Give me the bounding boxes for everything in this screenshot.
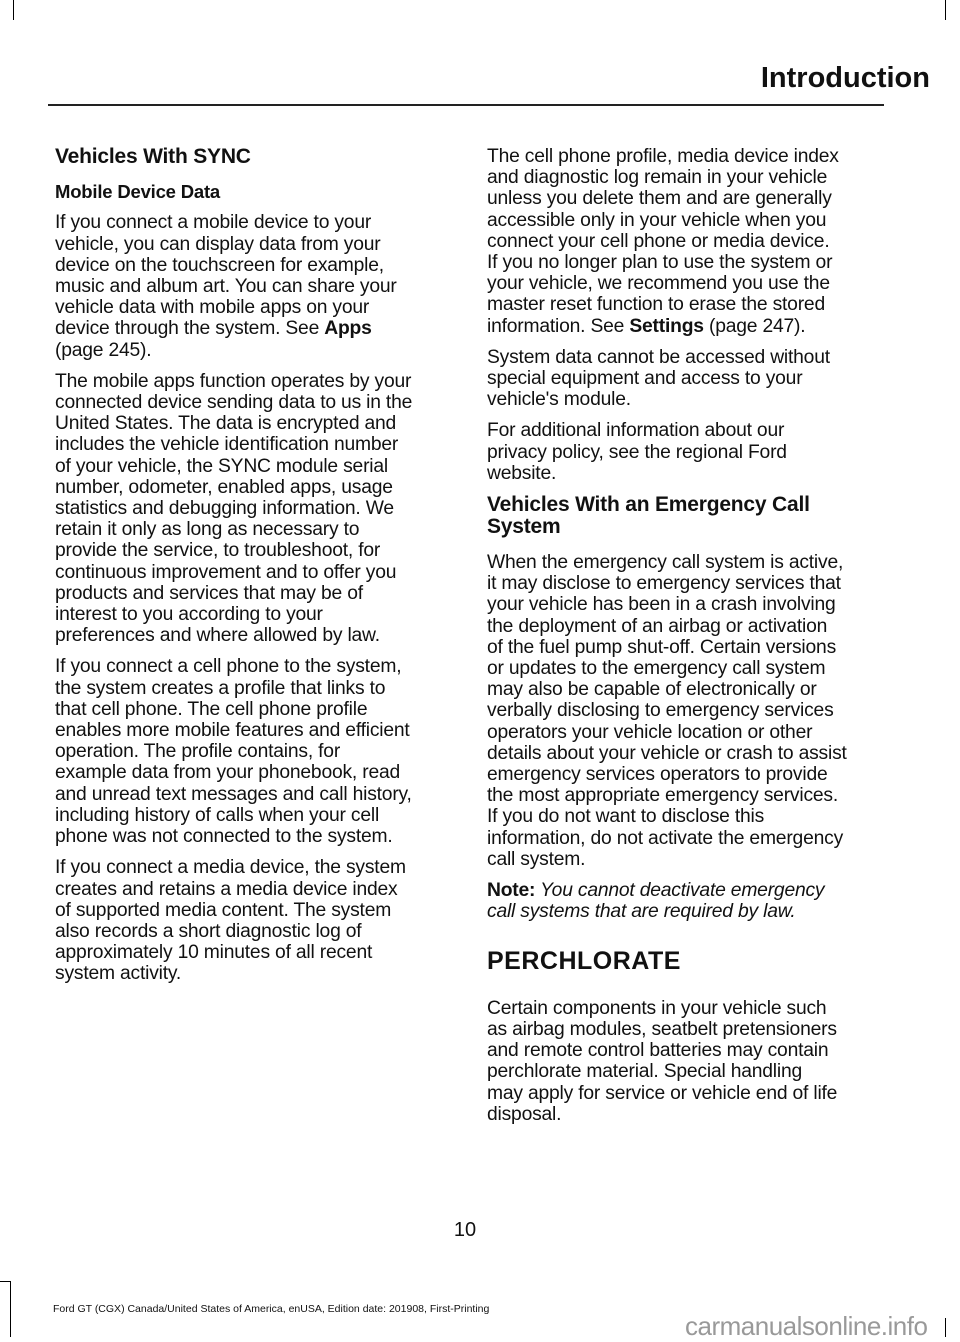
text: device through the system. See	[55, 318, 325, 340]
edition-footer: Ford GT (CGX) Canada/United States of America, enUSA, Edition date: 201908, First-Printing	[53, 1303, 490, 1315]
text-line	[487, 316, 882, 337]
paragraph	[55, 212, 450, 360]
text-line: device on the touchscreen for example,	[55, 254, 384, 276]
text-line: If you do not want to disclose this	[487, 806, 765, 828]
text-line: including history of calls when your cell	[55, 804, 380, 826]
watermark: carmanualsonline.info	[685, 1311, 928, 1341]
text-line: interest to you according to your	[55, 604, 323, 626]
text-line: includes the vehicle identification number	[55, 434, 399, 456]
text-line: also records a short diagnostic log of	[55, 920, 362, 942]
crop-mark-bottom-left	[10, 1281, 11, 1337]
text-line: If you no longer plan to use the system or	[487, 252, 833, 274]
text-line: of supported media content. The system	[55, 899, 392, 921]
paragraph	[487, 146, 882, 337]
section-heading: Vehicles With SYNC	[55, 145, 251, 168]
text-line: or updates to the emergency call system	[487, 658, 826, 680]
cross-reference-link: Apps	[324, 318, 372, 340]
crop-mark-top-left	[13, 0, 14, 20]
paragraph	[487, 552, 882, 870]
crop-mark-bottom-left-h	[0, 1281, 10, 1282]
text-line: creates and retains a media device index	[55, 878, 398, 900]
section-heading: PERCHLORATE	[487, 946, 681, 975]
text-line: it may disclose to emergency services that	[487, 573, 841, 595]
text-line: The cell phone profile, media device index	[487, 146, 839, 167]
text-line: System data cannot be accessed without	[487, 346, 830, 368]
section-heading	[487, 494, 882, 538]
text-line: accessible only in your vehicle when you	[487, 209, 827, 231]
text-line: special equipment and access to your	[487, 368, 803, 390]
text-line: vehicle, you can display data from your	[55, 233, 381, 255]
text-line: disposal.	[487, 1103, 562, 1125]
text-line: products and services that may be of	[55, 582, 363, 604]
text-line: website.	[487, 462, 557, 484]
text-line: verbally disclosing to emergency services	[487, 700, 834, 722]
text-line: of the fuel pump shut-off. Certain versions	[487, 636, 837, 658]
text-line: emergency services operators to provide	[487, 764, 828, 786]
text-line: Certain components in your vehicle such	[487, 997, 827, 1019]
text-line: music and album art. You can share your	[55, 276, 397, 298]
note-text: call systems that are required by law.	[487, 901, 796, 923]
text-line: master reset function to erase the stored	[487, 294, 825, 316]
text-line: statistics and debugging information. We	[55, 498, 394, 520]
text-line: continuous improvement and to offer you	[55, 561, 397, 583]
header-divider	[48, 104, 884, 106]
text-line: For additional information about our	[487, 420, 785, 442]
text-line: and remote control batteries may contain	[487, 1040, 829, 1062]
text-line: may also be capable of electronically or	[487, 679, 817, 701]
text-line: as airbag modules, seatbelt pretensioners	[487, 1018, 837, 1040]
right-column	[487, 146, 882, 1135]
text-line: operation. The profile contains, for	[55, 741, 341, 763]
text-line: preferences and where allowed by law.	[55, 625, 380, 647]
paragraph	[55, 371, 450, 647]
page-reference: (page 247).	[703, 315, 806, 337]
text-line: retain it only as long as necessary to	[55, 519, 360, 541]
text-line: the system creates a profile that links to	[55, 677, 386, 699]
paragraph	[487, 420, 882, 484]
text-line: connect your cell phone or media device.	[487, 230, 830, 252]
text-line: your vehicle has been in a crash involving	[487, 594, 836, 616]
left-column	[55, 146, 450, 995]
section-heading: Mobile Device Data	[55, 181, 221, 203]
text-line: Vehicles With an Emergency Call	[487, 493, 810, 517]
text-line: number, odometer, enabled apps, usage	[55, 476, 393, 498]
text-line: information, do not activate the emergency	[487, 827, 844, 849]
text-line	[55, 318, 450, 339]
text-line: connected device sending data to us in the	[55, 392, 413, 414]
page-title: Introduction	[760, 62, 930, 94]
crop-mark-top-right	[945, 0, 946, 20]
text-line: If you connect a media device, the system	[55, 857, 406, 879]
text-line: United States. The data is encrypted and	[55, 413, 397, 435]
text: information. See	[487, 315, 630, 337]
text-line: (page 245).	[55, 339, 152, 361]
text-line: If you connect a cell phone to the system,	[55, 656, 402, 678]
text-line: details about your vehicle or crash to assist	[487, 742, 847, 764]
text-line: example data from your phonebook, read	[55, 762, 401, 784]
text-line: and diagnostic log remain in your vehicle	[487, 167, 828, 189]
text-line: the most appropriate emergency services.	[487, 785, 839, 807]
text-line: may apply for service or vehicle end of life	[487, 1082, 838, 1104]
cross-reference-link: Settings	[629, 315, 704, 337]
page-number: 10	[453, 1219, 477, 1241]
paragraph	[55, 857, 450, 984]
text-line: that cell phone. The cell phone profile	[55, 698, 368, 720]
paragraph	[55, 656, 450, 847]
text-line: System	[487, 515, 561, 539]
text-line	[487, 880, 882, 901]
text-line: When the emergency call system is active,	[487, 552, 844, 574]
text-line: the deployment of an airbag or activation	[487, 615, 828, 637]
text-line: vehicle data with mobile apps on your	[55, 297, 370, 319]
paragraph	[487, 998, 882, 1125]
text-line: If you connect a mobile device to your	[55, 212, 372, 234]
text-line: your vehicle, we recommend you use the	[487, 273, 830, 295]
text-line: call system.	[487, 848, 586, 870]
text-line: unless you delete them and are generally	[487, 188, 832, 210]
text-line: of your vehicle, the SYNC module serial	[55, 455, 388, 477]
text-line: enables more mobile features and efficient	[55, 720, 410, 742]
text-line: system activity.	[55, 963, 182, 985]
note	[487, 880, 882, 922]
crop-mark-bottom-right	[945, 1318, 946, 1337]
note-text: You cannot deactivate emergency	[535, 880, 825, 902]
text-line: perchlorate material. Special handling	[487, 1061, 803, 1083]
text-line	[487, 901, 882, 922]
text-line: provide the service, to troubleshoot, for	[55, 540, 381, 562]
note-label: Note:	[487, 880, 536, 902]
paragraph	[487, 347, 882, 411]
text-line: privacy policy, see the regional Ford	[487, 441, 787, 463]
text-line: approximately 10 minutes of all recent	[55, 942, 373, 964]
text-line: operators your vehicle location or other	[487, 721, 813, 743]
text-line: vehicle's module.	[487, 389, 631, 411]
text-line: and unread text messages and call history,	[55, 783, 412, 805]
text-line: The mobile apps function operates by your	[55, 370, 412, 392]
text-line: phone was not connected to the system.	[55, 826, 393, 848]
